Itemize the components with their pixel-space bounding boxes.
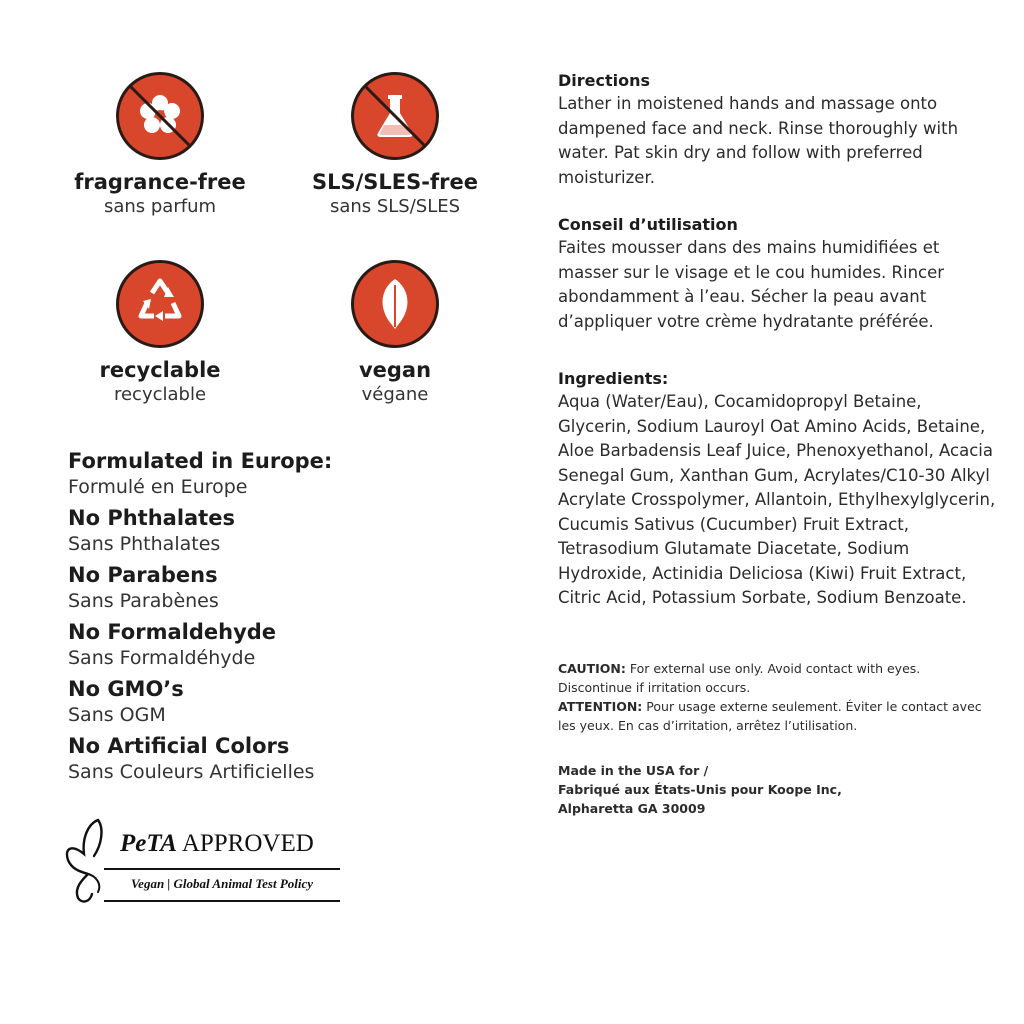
claim-subtitle: Sans Parabènes — [68, 590, 219, 612]
caution-text: For external use only. Avoid contact with eyes. Discontinue if irritation occurs. — [558, 660, 921, 695]
claim-subtitle: Sans OGM — [68, 704, 166, 726]
made-in-line-3: Alpharetta GA 30009 — [558, 800, 706, 816]
claim-item — [68, 505, 468, 556]
claim-subtitle: Formulé en Europe — [68, 476, 248, 498]
peta-brand: PeTA — [120, 830, 177, 857]
made-in-line-1: Made in the USA for / — [558, 762, 709, 778]
claim-item — [68, 676, 468, 727]
claims-list — [68, 448, 468, 790]
claim-title: No Phthalates — [68, 506, 235, 530]
claim-subtitle: Sans Formaldéhyde — [68, 647, 256, 669]
made-in-section — [558, 761, 998, 818]
peta-divider — [104, 868, 340, 870]
badge-recyclable — [30, 260, 290, 407]
ingredients-heading: Ingredients: — [558, 369, 669, 388]
conseil-heading: Conseil d’utilisation — [558, 215, 738, 234]
badge-title: vegan — [358, 358, 432, 382]
badge-subtitle: sans SLS/SLES — [329, 196, 461, 217]
claim-subtitle: Sans Couleurs Artificielles — [68, 761, 315, 783]
claim-title: Formulated in Europe: — [68, 449, 333, 473]
badge-title: recyclable — [99, 358, 221, 382]
badge-sls-free — [265, 72, 525, 219]
ingredients-text: Aqua (Water/Eau), Cocamidopropyl Betaine, Glycerin, Sodium Lauroyl Oat Amino Acids, Betaine, Aloe Barbadensis Leaf Juice, Phenoxyethanol, Acacia Senegal Gum, Xanthan Gum, Acrylates/C10-30 Alkyl Acrylate Crosspolymer, Allantoin, Ethylhexylglycerin, Cucumis Sativus (Cucumber) Fruit Extract, Tetrasodium Glutamate Diacetate, Sodium Hydroxide, Actinidia Deliciosa (Kiwi) Fruit Extract, Citric Acid, Potassium Sorbate, Sodium Benzoate. — [558, 392, 996, 607]
directions-heading: Directions — [558, 71, 651, 90]
made-in-line-2: Fabriqué aux États-Unis pour Koope Inc, — [558, 781, 842, 797]
attention-text: Pour usage externe seulement. Éviter le contact avec les yeux. En cas d’irritation, arrêtez l’utilisation. — [558, 698, 982, 733]
claim-item — [68, 733, 468, 784]
attention-label: ATTENTION: — [558, 698, 643, 714]
badge-subtitle: recyclable — [113, 384, 207, 405]
peta-subtitle — [104, 876, 340, 892]
peta-policy: Global Animal Test Policy — [173, 876, 314, 891]
no-flower-icon — [116, 72, 204, 160]
conseil-section — [558, 214, 998, 334]
claim-title: No Artificial Colors — [68, 734, 290, 758]
caution-label: CAUTION: — [558, 660, 626, 676]
leaf-icon — [351, 260, 439, 348]
conseil-text: Faites mousser dans des mains humidifiées et masser sur le visage et le cou humides. Rincer abondamment à l’eau. Sécher la peau avant d’appliquer votre crème hydratante préférée. — [558, 238, 945, 331]
claim-title: No GMO’s — [68, 677, 184, 701]
recycle-icon — [116, 260, 204, 348]
badge-title: fragrance-free — [74, 170, 246, 194]
peta-vegan: Vegan — [130, 876, 165, 891]
caution-section — [558, 659, 998, 735]
claim-subtitle: Sans Phthalates — [68, 533, 221, 555]
badge-subtitle: sans parfum — [103, 196, 217, 217]
peta-title — [120, 830, 314, 858]
caution-fr — [558, 697, 998, 735]
right-column — [558, 70, 998, 842]
peta-approved-word: APPROVED — [181, 830, 314, 857]
claim-item — [68, 562, 468, 613]
directions-text: Lather in moistened hands and massage onto dampened face and neck. Rinse thoroughly with water. Pat skin dry and follow with preferred moisturizer. — [558, 94, 959, 187]
caution-en — [558, 659, 998, 697]
claim-item — [68, 448, 468, 499]
bunny-icon — [58, 814, 118, 906]
peta-divider-bottom — [104, 900, 340, 902]
peta-approved-logo — [58, 814, 358, 910]
badge-subtitle: végane — [361, 384, 429, 405]
claim-title: No Formaldehyde — [68, 620, 277, 644]
badge-title: SLS/SLES-free — [312, 170, 478, 194]
directions-section — [558, 70, 998, 190]
badge-fragrance-free — [30, 72, 290, 219]
claim-item — [68, 619, 468, 670]
ingredients-section — [558, 368, 998, 611]
claim-title: No Parabens — [68, 563, 218, 587]
no-flask-icon — [351, 72, 439, 160]
badge-vegan — [265, 260, 525, 407]
peta-separator: | — [167, 876, 174, 891]
